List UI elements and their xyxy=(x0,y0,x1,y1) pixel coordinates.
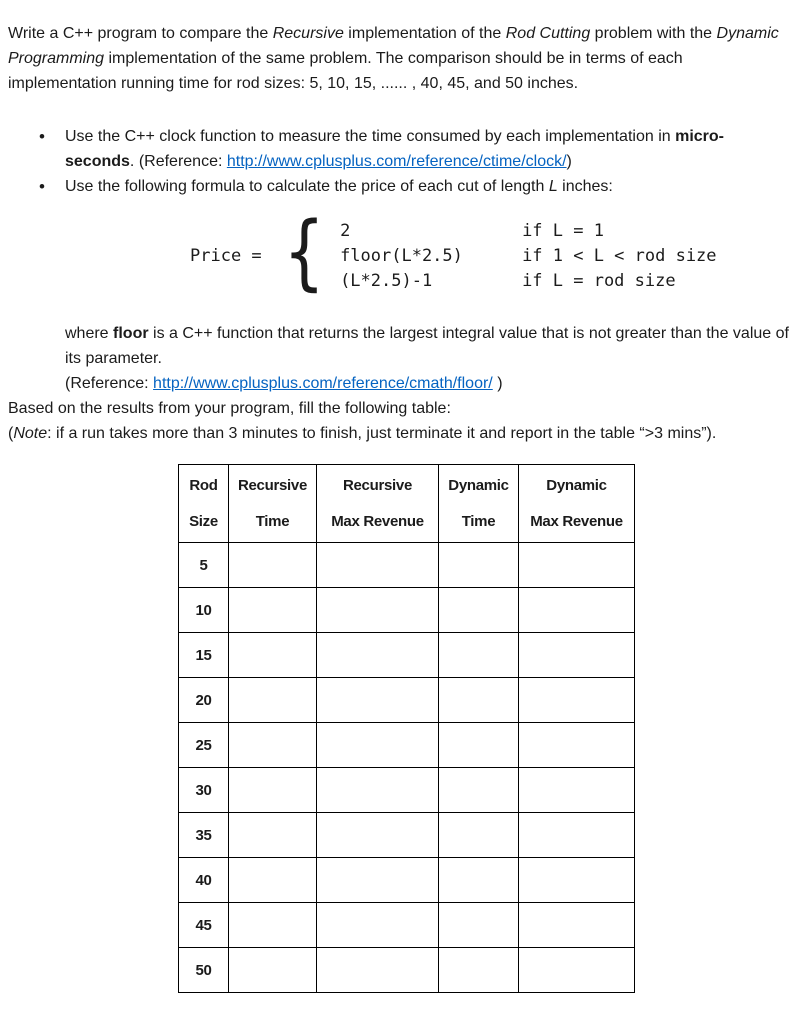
formula-case xyxy=(340,244,716,269)
recursive-max-revenue-cell xyxy=(317,903,439,948)
note-text: ( xyxy=(8,425,14,442)
formula-case xyxy=(340,269,716,294)
price-formula xyxy=(190,205,791,300)
based-line: Based on the results from your program, fill the following table: xyxy=(8,400,451,417)
table-row xyxy=(179,543,635,588)
header-line: Dynamic xyxy=(448,477,509,494)
dynamic-max-revenue-cell xyxy=(519,903,635,948)
dynamic-max-revenue-cell xyxy=(519,723,635,768)
table-row xyxy=(179,678,635,723)
dynamic-time-cell xyxy=(439,858,519,903)
table-row xyxy=(179,903,635,948)
recursive-max-revenue-cell xyxy=(317,633,439,678)
dynamic-time-cell xyxy=(439,543,519,588)
case-condition: if L = 1 xyxy=(522,220,604,241)
note-paragraph xyxy=(8,421,791,446)
results-table-header xyxy=(179,465,635,543)
header-cell-rod-size xyxy=(179,465,229,543)
table-row xyxy=(179,633,635,678)
intro-italic-recursive: Recursive xyxy=(272,25,344,42)
case-condition: if 1 < L < rod size xyxy=(522,245,717,266)
floor-note-paragraph xyxy=(65,321,791,371)
floor-note-text: is a C++ function that returns the largest integral value that is not greater than the value of its parameter. xyxy=(65,325,789,367)
bullet2-text: Use the following formula to calculate the price of each cut of length xyxy=(65,178,549,195)
intro-paragraph xyxy=(8,21,791,96)
floor-reference-link[interactable]: http://www.cplusplus.com/reference/cmath/floor/ xyxy=(153,375,493,392)
formula-label: Price = xyxy=(190,246,272,266)
clock-reference-link[interactable]: http://www.cplusplus.com/reference/ctime/clock/ xyxy=(226,153,567,170)
table-row xyxy=(179,588,635,633)
floor-note-text: where xyxy=(65,325,114,342)
recursive-max-revenue-cell xyxy=(317,723,439,768)
dynamic-time-cell xyxy=(439,678,519,723)
dynamic-max-revenue-cell xyxy=(519,858,635,903)
header-line: Max Revenue xyxy=(530,513,623,530)
recursive-max-revenue-cell xyxy=(317,588,439,633)
recursive-time-cell xyxy=(229,858,317,903)
dynamic-max-revenue-cell xyxy=(519,633,635,678)
header-row xyxy=(179,465,635,543)
intro-italic-dynamic-programming: Dynamic Programming xyxy=(8,25,779,67)
recursive-time-cell xyxy=(229,768,317,813)
recursive-max-revenue-cell xyxy=(317,768,439,813)
header-line: Dynamic xyxy=(546,477,607,494)
formula-cases xyxy=(340,219,716,294)
rod-size-cell: 15 xyxy=(179,633,229,678)
recursive-max-revenue-cell xyxy=(317,678,439,723)
recursive-max-revenue-cell xyxy=(317,858,439,903)
dynamic-time-cell xyxy=(439,948,519,993)
recursive-time-cell xyxy=(229,813,317,858)
recursive-time-cell xyxy=(229,633,317,678)
bullet1-text: ) xyxy=(566,153,572,170)
header-line: Size xyxy=(189,513,218,530)
case-expression: floor(L*2.5) xyxy=(340,245,463,266)
floor-note-block xyxy=(65,321,791,396)
case-expression: (L*2.5)-1 xyxy=(340,270,433,291)
header-line: Rod xyxy=(189,477,218,494)
intro-text: implementation of the same problem. The comparison should be in terms of each implementation running time for rod sizes: 5, 10, 15, ...... , 40, 45, and 50 inches. xyxy=(8,50,683,92)
table-row xyxy=(179,858,635,903)
recursive-time-cell xyxy=(229,903,317,948)
table-row xyxy=(179,813,635,858)
dynamic-max-revenue-cell xyxy=(519,588,635,633)
results-table xyxy=(178,464,635,993)
intro-text: Write a C++ program to compare the xyxy=(8,25,273,42)
bullet2-italic-L: L xyxy=(548,178,558,195)
recursive-max-revenue-cell xyxy=(317,543,439,588)
header-line: Time xyxy=(255,513,290,530)
header-cell-recursive-max-revenue xyxy=(317,465,439,543)
reference2-text: ) xyxy=(492,375,503,392)
header-cell-dynamic-time xyxy=(439,465,519,543)
bullet1-text: . (Reference: xyxy=(129,153,227,170)
floor-note-bold-floor: floor xyxy=(113,325,149,342)
dynamic-time-cell xyxy=(439,813,519,858)
recursive-time-cell xyxy=(229,543,317,588)
header-line: Recursive xyxy=(342,477,412,494)
case-condition: if L = rod size xyxy=(522,270,676,291)
reference2-text: (Reference: xyxy=(65,375,154,392)
bullet2-text: inches: xyxy=(557,178,613,195)
header-line: Time xyxy=(461,513,496,530)
intro-text: implementation of the xyxy=(343,25,506,42)
floor-reference-paragraph xyxy=(65,371,791,396)
rod-size-cell: 10 xyxy=(179,588,229,633)
bullet-item-clock xyxy=(8,124,791,174)
intro-text: problem with the xyxy=(590,25,717,42)
dynamic-max-revenue-cell xyxy=(519,678,635,723)
dynamic-max-revenue-cell xyxy=(519,948,635,993)
recursive-time-cell xyxy=(229,948,317,993)
dynamic-max-revenue-cell xyxy=(519,543,635,588)
bullet1-bold-micro-seconds: micro-seconds xyxy=(65,128,724,170)
header-line: Max Revenue xyxy=(331,513,424,530)
dynamic-time-cell xyxy=(439,723,519,768)
header-line: Recursive xyxy=(237,477,307,494)
recursive-time-cell xyxy=(229,723,317,768)
intro-italic-rod-cutting: Rod Cutting xyxy=(505,25,591,42)
header-cell-dynamic-max-revenue xyxy=(519,465,635,543)
rod-size-cell: 5 xyxy=(179,543,229,588)
left-brace: { xyxy=(283,205,325,300)
rod-size-cell: 25 xyxy=(179,723,229,768)
case-expression: 2 xyxy=(340,220,351,241)
rod-size-cell: 45 xyxy=(179,903,229,948)
dynamic-time-cell xyxy=(439,588,519,633)
rod-size-cell: 35 xyxy=(179,813,229,858)
rod-size-cell: 30 xyxy=(179,768,229,813)
recursive-max-revenue-cell xyxy=(317,813,439,858)
rod-size-cell: 20 xyxy=(179,678,229,723)
rod-size-cell: 50 xyxy=(179,948,229,993)
note-text: : if a run takes more than 3 minutes to finish, just terminate it and report in the table “>3 mins”). xyxy=(47,425,717,442)
bullet1-text: Use the C++ clock function to measure the time consumed by each implementation in xyxy=(65,128,676,145)
recursive-max-revenue-cell xyxy=(317,948,439,993)
results-table-body xyxy=(179,543,635,993)
dynamic-time-cell xyxy=(439,903,519,948)
rod-size-cell: 40 xyxy=(179,858,229,903)
recursive-time-cell xyxy=(229,678,317,723)
dynamic-time-cell xyxy=(439,768,519,813)
bullet-list xyxy=(8,124,791,199)
dynamic-time-cell xyxy=(439,633,519,678)
header-cell-recursive-time xyxy=(229,465,317,543)
dynamic-max-revenue-cell xyxy=(519,768,635,813)
table-row xyxy=(179,948,635,993)
bullet-item-formula xyxy=(8,174,791,199)
note-italic-note: Note xyxy=(13,425,48,442)
table-row xyxy=(179,723,635,768)
table-row xyxy=(179,768,635,813)
formula-case xyxy=(340,219,716,244)
dynamic-max-revenue-cell xyxy=(519,813,635,858)
recursive-time-cell xyxy=(229,588,317,633)
